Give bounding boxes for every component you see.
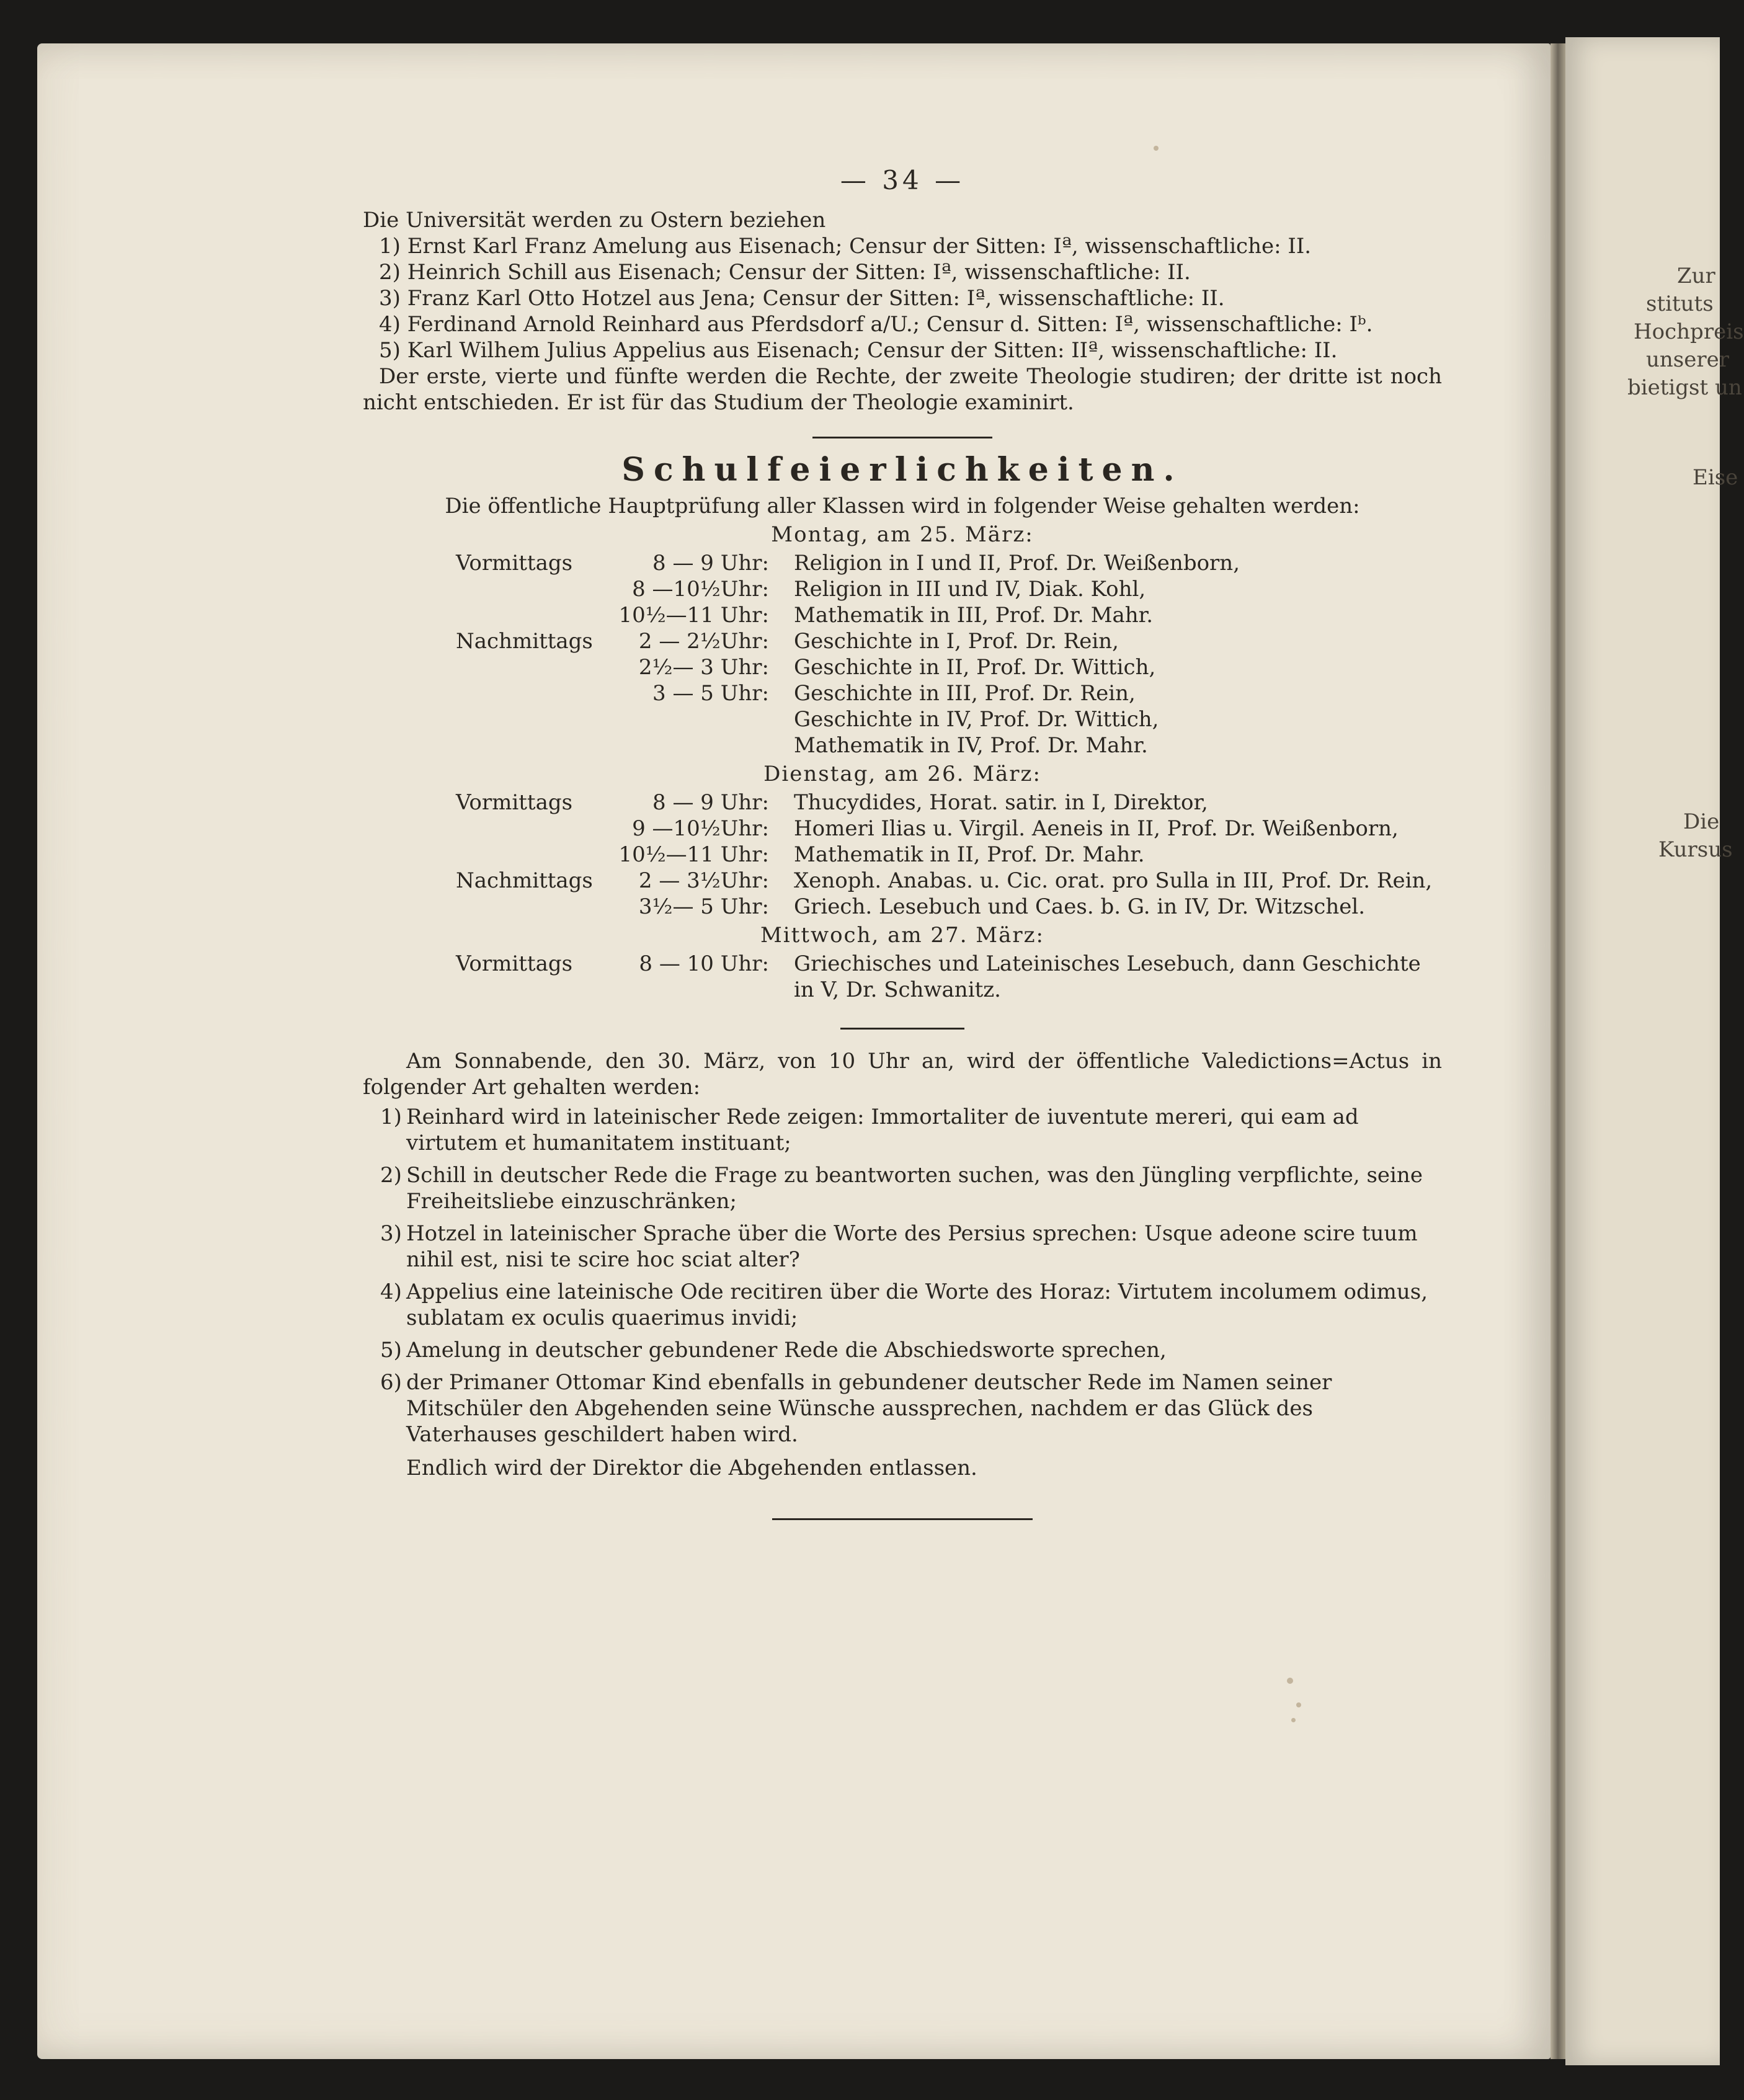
period-cell: Nachmittags <box>456 629 593 654</box>
next-page-fragment: bietigst un <box>1627 375 1742 400</box>
schedule-row <box>363 842 1442 868</box>
period-cell: Vormittags <box>456 951 573 976</box>
valediction-list <box>363 1104 1442 1448</box>
schedule-row <box>363 706 1442 732</box>
subject-cell: Geschichte in I, Prof. Dr. Rein, <box>794 629 1119 654</box>
time-cell: 10½—11 Uhr: <box>618 842 769 867</box>
period-cell <box>363 680 598 706</box>
item-number: 4) <box>380 1279 402 1304</box>
period-cell <box>363 602 598 628</box>
entry-text: Karl Wilhem Julius Appelius aus Eisenach; Censur der Sitten: IIª, wissenschaftliche: II. <box>407 338 1338 363</box>
item-text: der Primaner Ottomar Kind ebenfalls in gebundener deutscher Rede im Namen seiner Mitschüler den Abgehenden seine Wünsche aussprechen, nachdem er das Glück des Vaterhauses geschildert haben wird. <box>406 1370 1332 1447</box>
next-page-fragment: Die <box>1683 809 1720 834</box>
entry-text: Ernst Karl Franz Amelung aus Eisenach; Censur der Sitten: Iª, wissenschaftliche: II. <box>407 234 1312 259</box>
schedule-row <box>363 550 1442 576</box>
paper-speck <box>1296 1702 1301 1707</box>
subject-cell: Griech. Lesebuch und Caes. b. G. in IV, Dr. Witzschel. <box>794 894 1366 919</box>
time-cell: 10½—11 Uhr: <box>618 603 769 628</box>
page-content <box>363 167 1442 1539</box>
divider <box>812 437 992 438</box>
subject-cell: Religion in III und IV, Diak. Kohl, <box>794 577 1146 602</box>
university-section <box>363 207 1442 416</box>
time-cell <box>598 706 794 732</box>
next-page-fragment: Kursus <box>1658 837 1733 862</box>
list-item <box>363 1279 1442 1331</box>
next-page-fragment: Eise <box>1693 465 1738 490</box>
list-item <box>363 1369 1442 1448</box>
day-heading: Montag, am 25. März: <box>771 522 1034 547</box>
period-cell <box>363 894 598 920</box>
entry-text: Ferdinand Arnold Reinhard aus Pferdsdorf a/U.; Censur d. Sitten: Iª, wissenschaftliche: Iᵇ. <box>407 312 1373 337</box>
student-entry <box>363 259 1442 285</box>
closing-line: Endlich wird der Direktor die Abgehenden entlassen. <box>406 1456 977 1480</box>
student-entry <box>363 337 1442 363</box>
period-cell <box>363 654 598 680</box>
entry-text: Franz Karl Otto Hotzel aus Jena; Censur der Sitten: Iª, wissenschaftliche: II. <box>407 286 1225 311</box>
schedule-row <box>363 732 1442 759</box>
schedule-table <box>363 550 1442 759</box>
period-cell: Vormittags <box>456 790 573 815</box>
subject-cell: Mathematik in IV, Prof. Dr. Mahr. <box>794 733 1148 758</box>
time-cell: 2 — 3½Uhr: <box>638 868 769 893</box>
subject-cell: Geschichte in IV, Prof. Dr. Wittich, <box>794 707 1159 732</box>
period-cell <box>363 842 598 868</box>
list-item <box>363 1104 1442 1156</box>
period-cell: Vormittags <box>456 551 573 576</box>
item-number: 3) <box>380 1221 402 1246</box>
item-number: 2) <box>380 1163 402 1188</box>
time-cell: 3 — 5 Uhr: <box>652 681 769 706</box>
schedule-row <box>363 654 1442 680</box>
time-cell: 3½— 5 Uhr: <box>638 894 769 919</box>
item-number: 6) <box>380 1370 402 1395</box>
university-note: Der erste, vierte und fünfte werden die Rechte, der zweite Theologie studiren; der dritte ist noch nicht entschieden. Er ist für das Studium der Theologie examinirt. <box>363 364 1442 415</box>
subject-cell: Geschichte in II, Prof. Dr. Wittich, <box>794 655 1156 680</box>
schedule-row <box>363 816 1442 842</box>
list-item <box>363 1162 1442 1214</box>
university-intro: Die Universität werden zu Ostern beziehen <box>363 208 826 233</box>
item-text: Appelius eine lateinische Ode recitiren über die Worte des Horaz: Virtutem incolumem odimus, sublatam ex oculis quaerimus invidi; <box>406 1279 1428 1330</box>
time-cell: 2 — 2½Uhr: <box>638 629 769 654</box>
schedule-row <box>363 790 1442 816</box>
subject-cell: Griechisches und Lateinisches Lesebuch, dann Geschichte in V, Dr. Schwanitz. <box>794 951 1421 1002</box>
list-item <box>363 1221 1442 1273</box>
subject-cell: Geschichte in III, Prof. Dr. Rein, <box>794 681 1136 706</box>
paper-speck <box>1154 146 1159 151</box>
time-cell <box>598 732 794 759</box>
item-number: 5) <box>380 1338 402 1363</box>
paper-speck <box>1291 1718 1296 1722</box>
period-cell <box>363 732 598 759</box>
subject-cell: Xenoph. Anabas. u. Cic. orat. pro Sulla in III, Prof. Dr. Rein, <box>794 868 1433 893</box>
schedule-row <box>363 894 1442 920</box>
entry-number: 5) <box>379 338 401 363</box>
item-text: Hotzel in lateinischer Sprache über die Worte des Persius sprechen: Usque adeone scire tuum nihil est, nisi te scire hoc sciat alter? <box>406 1221 1418 1272</box>
time-cell: 2½— 3 Uhr: <box>638 655 769 680</box>
item-number: 1) <box>380 1105 402 1129</box>
subject-cell: Thucydides, Horat. satir. in I, Direktor, <box>794 790 1208 815</box>
period-cell <box>363 816 598 842</box>
entry-number: 3) <box>379 286 401 311</box>
subject-cell: Religion in I und II, Prof. Dr. Weißenborn, <box>794 551 1240 576</box>
item-text: Reinhard wird in lateinischer Rede zeigen: Immortaliter de iuventute mereri, qui eam ad virtutem et humanitatem instituant; <box>406 1105 1359 1155</box>
paper-speck <box>1287 1678 1293 1684</box>
section-title: Schulfeierlichkeiten. <box>621 451 1183 489</box>
entry-number: 1) <box>379 234 401 259</box>
book-gutter <box>1550 43 1565 2059</box>
next-page-fragment: Hochpreis <box>1634 319 1744 344</box>
valediction-intro: Am Sonnabende, den 30. März, von 10 Uhr an, wird der öffentliche Valedictions=Actus in folgender Art gehalten werden: <box>363 1049 1442 1100</box>
schedule-row <box>363 951 1442 1003</box>
student-entry <box>363 233 1442 259</box>
item-text: Amelung in deutscher gebundener Rede die Abschiedsworte sprechen, <box>406 1338 1167 1363</box>
subject-cell: Mathematik in II, Prof. Dr. Mahr. <box>794 842 1145 867</box>
schedule-table <box>363 951 1442 1003</box>
entry-number: 4) <box>379 312 401 337</box>
adjacent-page <box>1565 37 1744 2065</box>
entry-number: 2) <box>379 260 401 285</box>
schedule-row <box>363 680 1442 706</box>
next-page-fragment: unserer <box>1646 347 1729 372</box>
entry-text: Heinrich Schill aus Eisenach; Censur der Sitten: Iª, wissenschaftliche: II. <box>407 260 1191 285</box>
next-page-fragment: Zur <box>1677 264 1715 288</box>
student-entry <box>363 311 1442 337</box>
period-cell <box>363 576 598 602</box>
period-cell: Nachmittags <box>456 868 593 893</box>
subject-cell: Homeri Ilias u. Virgil. Aeneis in II, Prof. Dr. Weißenborn, <box>794 816 1399 841</box>
time-cell: 8 —10½Uhr: <box>632 577 769 602</box>
divider <box>840 1028 964 1030</box>
day-heading: Dienstag, am 26. März: <box>763 762 1041 786</box>
time-cell: 8 — 10 Uhr: <box>639 951 769 976</box>
schedule-row <box>363 602 1442 628</box>
day-heading: Mittwoch, am 27. März: <box>760 923 1045 948</box>
student-entry <box>363 285 1442 311</box>
schedule-row <box>363 868 1442 894</box>
section-intro: Die öffentliche Hauptprüfung aller Klassen wird in folgender Weise gehalten werden: <box>445 494 1360 518</box>
next-page-fragment: stituts <box>1646 291 1714 316</box>
time-cell: 8 — 9 Uhr: <box>652 790 769 815</box>
list-item <box>363 1337 1442 1363</box>
end-divider <box>772 1518 1033 1520</box>
time-cell: 8 — 9 Uhr: <box>652 551 769 576</box>
schedule-row <box>363 576 1442 602</box>
subject-cell: Mathematik in III, Prof. Dr. Mahr. <box>794 603 1153 628</box>
page-number: — 34 — <box>840 165 965 195</box>
time-cell: 9 —10½Uhr: <box>632 816 769 841</box>
item-text: Schill in deutscher Rede die Frage zu beantworten suchen, was den Jüngling verpflichte, seine Freiheitsliebe einzuschränken; <box>406 1163 1423 1214</box>
schedule-row <box>363 628 1442 654</box>
period-cell <box>363 706 598 732</box>
schedule-table <box>363 790 1442 920</box>
